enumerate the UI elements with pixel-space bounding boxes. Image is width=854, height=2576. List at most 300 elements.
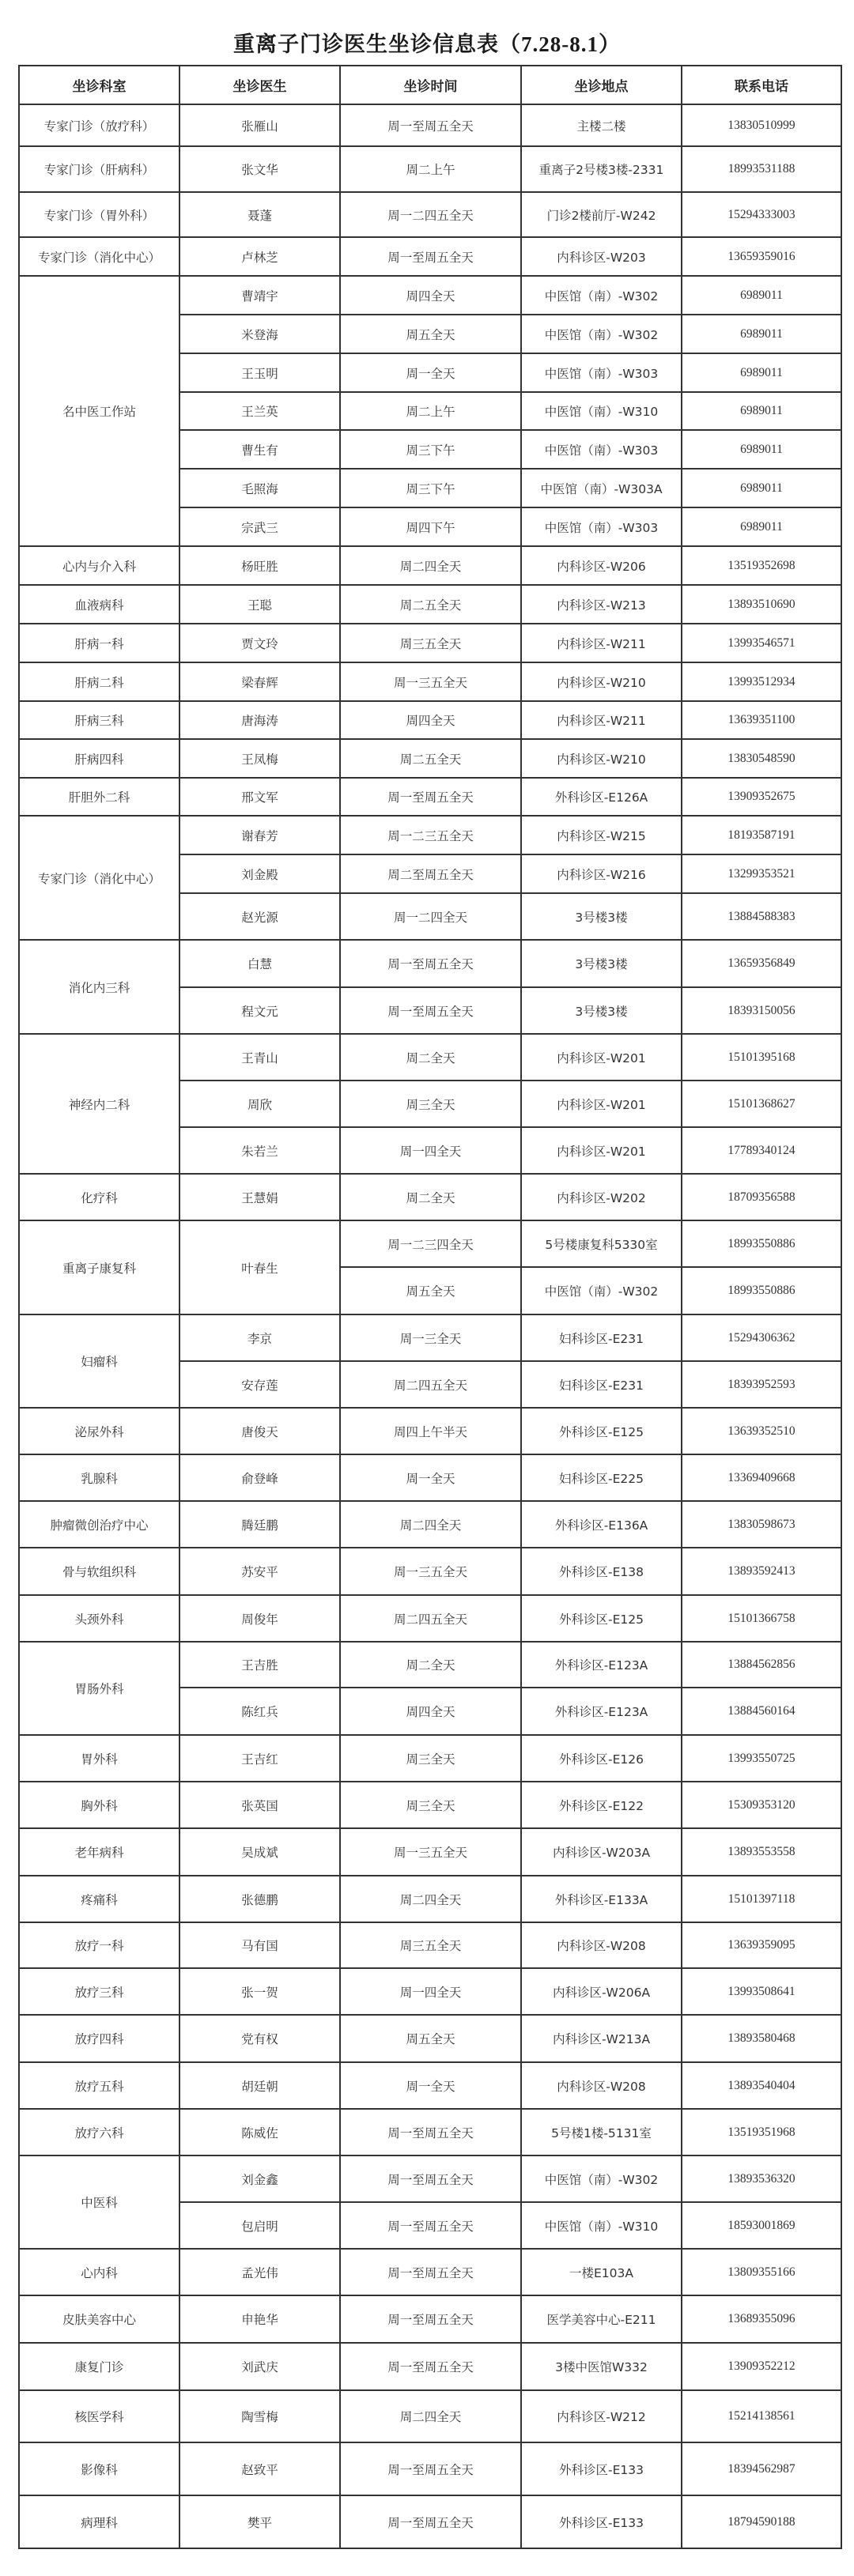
phone-cell: 18993550886 [682,1267,841,1314]
location-cell: 中医馆（南）-W302 [521,276,682,315]
location-cell: 外科诊区-E126 [521,1735,682,1782]
phone-cell: 15294333003 [682,192,841,237]
doctor-cell: 米登海 [179,315,340,353]
phone-cell: 15101366758 [682,1595,841,1642]
doctor-cell: 李京 [179,1314,340,1361]
phone-cell: 13830548590 [682,739,841,778]
time-cell: 周四下午 [340,507,521,546]
doctor-cell: 安存莲 [179,1361,340,1408]
doctor-cell: 邢文军 [179,778,340,816]
table-row [19,2495,841,2548]
department-cell: 重离子康复科 [19,1220,179,1314]
phone-cell: 13993508641 [682,1968,841,2015]
department-cell: 皮肤美容中心 [19,2295,179,2343]
time-cell: 周三全天 [340,1081,521,1127]
doctor-cell: 王吉红 [179,1735,340,1782]
time-cell: 周二四全天 [340,2390,521,2442]
department-cell: 肝病二科 [19,662,179,701]
department-cell: 胃肠外科 [19,1642,179,1735]
location-cell: 外科诊区-E133 [521,2495,682,2548]
doctor-cell: 腾廷鹏 [179,1501,340,1548]
time-cell: 周一二三五全天 [340,816,521,854]
location-cell: 3楼中医馆W332 [521,2343,682,2390]
doctor-cell: 苏安平 [179,1548,340,1595]
time-cell: 周二四全天 [340,1501,521,1548]
department-cell: 化疗科 [19,1174,179,1220]
location-cell: 中医馆（南）-W302 [521,315,682,353]
time-cell: 周一全天 [340,2062,521,2109]
department-cell: 心内与介入科 [19,546,179,585]
table-row [19,739,841,778]
doctor-cell: 毛照海 [179,469,340,507]
phone-cell: 15214138561 [682,2390,841,2442]
time-cell: 周二上午 [340,392,521,430]
phone-cell: 13830510999 [682,104,841,146]
phone-cell: 13893540404 [682,2062,841,2109]
location-cell: 医学美容中心-E211 [521,2295,682,2343]
table-row [19,1454,841,1501]
time-cell: 周一三全天 [340,1314,521,1361]
table-row [19,2015,841,2062]
department-cell: 专家门诊（消化中心） [19,816,179,940]
table-row [19,816,841,854]
phone-cell: 15294306362 [682,1314,841,1361]
location-cell: 5号楼康复科5330室 [521,1220,682,1267]
table-row [19,2062,841,2109]
phone-cell: 6989011 [682,430,841,469]
time-cell: 周一全天 [340,353,521,392]
time-cell: 周一至周五全天 [340,987,521,1034]
phone-cell: 13893510690 [682,585,841,624]
department-cell: 专家门诊（胃外科） [19,192,179,237]
table-row [19,2442,841,2495]
location-cell: 外科诊区-E136A [521,1501,682,1548]
location-cell: 5号楼1楼-5131室 [521,2109,682,2155]
doctor-cell: 唐俊天 [179,1408,340,1454]
phone-cell: 13893592413 [682,1548,841,1595]
phone-cell: 13993512934 [682,662,841,701]
time-cell: 周一至周五全天 [340,778,521,816]
location-cell: 内科诊区-W216 [521,854,682,893]
phone-cell: 13299353521 [682,854,841,893]
phone-cell: 13830598673 [682,1501,841,1548]
department-cell: 专家门诊（消化中心） [19,237,179,276]
department-cell: 疼痛科 [19,1876,179,1922]
location-cell: 中医馆（南）-W303A [521,469,682,507]
location-cell: 中医馆（南）-W303 [521,430,682,469]
location-cell: 重离子2号楼3楼-2331 [521,146,682,192]
phone-cell: 13659359016 [682,237,841,276]
table-row [19,546,841,585]
department-cell: 神经内二科 [19,1034,179,1174]
phone-cell: 18993531188 [682,146,841,192]
time-cell: 周二四全天 [340,546,521,585]
table-row [19,1501,841,1548]
phone-cell: 13639352510 [682,1408,841,1454]
time-cell: 周一至周五全天 [340,2155,521,2202]
phone-cell: 13639351100 [682,701,841,739]
phone-cell: 13893580468 [682,2015,841,2062]
doctor-cell: 樊平 [179,2495,340,2548]
table-row [19,1408,841,1454]
location-cell: 外科诊区-E133 [521,2442,682,2495]
department-cell: 胃外科 [19,1735,179,1782]
department-cell: 病理科 [19,2495,179,2548]
department-cell: 中医科 [19,2155,179,2249]
time-cell: 周二全天 [340,1642,521,1688]
table-row [19,237,841,276]
time-cell: 周三全天 [340,1782,521,1828]
doctor-cell: 党有权 [179,2015,340,2062]
location-cell: 内科诊区-W206A [521,1968,682,2015]
phone-cell: 13909352675 [682,778,841,816]
time-cell: 周一至周五全天 [340,2343,521,2390]
location-cell: 内科诊区-W201 [521,1127,682,1174]
header-doctor: 坐诊医生 [179,66,340,104]
time-cell: 周三全天 [340,1735,521,1782]
time-cell: 周三五全天 [340,624,521,662]
table-row [19,940,841,987]
time-cell: 周一至周五全天 [340,104,521,146]
time-cell: 周一至周五全天 [340,2109,521,2155]
location-cell: 外科诊区-E133A [521,1876,682,1922]
table-row [19,1220,841,1267]
time-cell: 周一二三四全天 [340,1220,521,1267]
doctor-cell: 张雁山 [179,104,340,146]
department-cell: 消化内三科 [19,940,179,1034]
table-row [19,2343,841,2390]
location-cell: 内科诊区-W206 [521,546,682,585]
doctor-cell: 王青山 [179,1034,340,1081]
phone-cell: 6989011 [682,315,841,353]
phone-cell: 13993550725 [682,1735,841,1782]
department-cell: 头颈外科 [19,1595,179,1642]
location-cell: 内科诊区-W211 [521,624,682,662]
location-cell: 外科诊区-E123A [521,1688,682,1735]
location-cell: 内科诊区-W213A [521,2015,682,2062]
department-cell: 乳腺科 [19,1454,179,1501]
time-cell: 周三下午 [340,469,521,507]
location-cell: 中医馆（南）-W310 [521,2202,682,2249]
table-row [19,1595,841,1642]
location-cell: 内科诊区-W201 [521,1034,682,1081]
time-cell: 周一至周五全天 [340,940,521,987]
time-cell: 周一至周五全天 [340,2295,521,2343]
time-cell: 周一至周五全天 [340,2202,521,2249]
phone-cell: 13519351968 [682,2109,841,2155]
doctor-cell: 赵光源 [179,893,340,940]
department-cell: 影像科 [19,2442,179,2495]
doctor-cell: 刘金鑫 [179,2155,340,2202]
location-cell: 一楼E103A [521,2249,682,2295]
doctor-cell: 曹生有 [179,430,340,469]
location-cell: 外科诊区-E122 [521,1782,682,1828]
phone-cell: 13519352698 [682,546,841,585]
time-cell: 周一至周五全天 [340,2495,521,2548]
table-row [19,2109,841,2155]
time-cell: 周一三五全天 [340,1548,521,1595]
location-cell: 外科诊区-E125 [521,1408,682,1454]
table-row [19,1642,841,1688]
phone-cell: 13809355166 [682,2249,841,2295]
phone-cell: 15101397118 [682,1876,841,1922]
table-row [19,1782,841,1828]
department-cell: 泌尿外科 [19,1408,179,1454]
doctor-cell: 白慧 [179,940,340,987]
department-cell: 心内科 [19,2249,179,2295]
time-cell: 周一至周五全天 [340,2442,521,2495]
location-cell: 3号楼3楼 [521,893,682,940]
time-cell: 周一三五全天 [340,1828,521,1876]
doctor-cell: 王兰英 [179,392,340,430]
location-cell: 中医馆（南）-W302 [521,1267,682,1314]
time-cell: 周二全天 [340,1174,521,1220]
department-cell: 放疗一科 [19,1922,179,1968]
table-row [19,192,841,237]
table-row [19,1034,841,1081]
location-cell: 中医馆（南）-W302 [521,2155,682,2202]
phone-cell: 15101368627 [682,1081,841,1127]
time-cell: 周二四全天 [340,1876,521,1922]
location-cell: 内科诊区-W213 [521,585,682,624]
department-cell: 放疗六科 [19,2109,179,2155]
location-cell: 内科诊区-W201 [521,1081,682,1127]
doctor-cell: 周俊年 [179,1595,340,1642]
doctor-cell: 张英国 [179,1782,340,1828]
doctor-cell: 张一贺 [179,1968,340,2015]
doctor-cell: 赵致平 [179,2442,340,2495]
table-row [19,2249,841,2295]
doctor-cell: 刘金殿 [179,854,340,893]
phone-cell: 13909352212 [682,2343,841,2390]
header-location: 坐诊地点 [521,66,682,104]
phone-cell: 13639359095 [682,1922,841,1968]
time-cell: 周二五全天 [340,585,521,624]
department-cell: 肝胆外二科 [19,778,179,816]
doctor-cell: 王聪 [179,585,340,624]
doctor-cell: 王吉胜 [179,1642,340,1688]
time-cell: 周四全天 [340,276,521,315]
phone-cell: 13369409668 [682,1454,841,1501]
location-cell: 中医馆（南）-W310 [521,392,682,430]
department-cell: 肝病三科 [19,701,179,739]
phone-cell: 18394562987 [682,2442,841,2495]
table-row [19,662,841,701]
phone-cell: 15309353120 [682,1782,841,1828]
department-cell: 老年病科 [19,1828,179,1876]
schedule-table [18,65,842,2549]
location-cell: 妇科诊区-E231 [521,1361,682,1408]
department-cell: 专家门诊（放疗科） [19,104,179,146]
department-cell: 放疗三科 [19,1968,179,2015]
table-row [19,1968,841,2015]
time-cell: 周四全天 [340,1688,521,1735]
phone-cell: 13884560164 [682,1688,841,1735]
location-cell: 主楼二楼 [521,104,682,146]
phone-cell: 13884588383 [682,893,841,940]
department-cell: 血液病科 [19,585,179,624]
table-row [19,104,841,146]
table-row [19,146,841,192]
time-cell: 周一全天 [340,1454,521,1501]
phone-cell: 15101395168 [682,1034,841,1081]
doctor-cell: 王玉明 [179,353,340,392]
location-cell: 内科诊区-W208 [521,1922,682,1968]
location-cell: 内科诊区-W210 [521,662,682,701]
doctor-cell: 卢林芝 [179,237,340,276]
table-row [19,1828,841,1876]
phone-cell: 18193587191 [682,816,841,854]
doctor-cell: 谢春芳 [179,816,340,854]
phone-cell: 18393150056 [682,987,841,1034]
department-cell: 专家门诊（肝病科） [19,146,179,192]
doctor-cell: 王慧娟 [179,1174,340,1220]
location-cell: 内科诊区-W202 [521,1174,682,1220]
phone-cell: 18709356588 [682,1174,841,1220]
phone-cell: 6989011 [682,469,841,507]
doctor-cell: 曹靖宇 [179,276,340,315]
time-cell: 周二四五全天 [340,1595,521,1642]
doctor-cell: 聂蓬 [179,192,340,237]
table-row [19,2155,841,2202]
time-cell: 周一二四全天 [340,893,521,940]
phone-cell: 6989011 [682,507,841,546]
location-cell: 中医馆（南）-W303 [521,507,682,546]
phone-cell: 6989011 [682,353,841,392]
location-cell: 内科诊区-W215 [521,816,682,854]
time-cell: 周二四五全天 [340,1361,521,1408]
department-cell: 肝病四科 [19,739,179,778]
doctor-cell: 张文华 [179,146,340,192]
department-cell: 骨与软组织科 [19,1548,179,1595]
doctor-cell: 贾文玲 [179,624,340,662]
phone-cell: 18393952593 [682,1361,841,1408]
doctor-cell: 陈红兵 [179,1688,340,1735]
department-cell: 放疗五科 [19,2062,179,2109]
location-cell: 外科诊区-E125 [521,1595,682,1642]
location-cell: 外科诊区-E138 [521,1548,682,1595]
doctor-cell: 陈威佐 [179,2109,340,2155]
doctor-cell: 朱若兰 [179,1127,340,1174]
doctor-cell: 马有国 [179,1922,340,1968]
time-cell: 周一二四五全天 [340,192,521,237]
table-header-row [19,66,841,104]
table-row [19,1735,841,1782]
location-cell: 内科诊区-W211 [521,701,682,739]
time-cell: 周五全天 [340,1267,521,1314]
time-cell: 周五全天 [340,315,521,353]
doctor-cell: 吴成斌 [179,1828,340,1876]
time-cell: 周四上午半天 [340,1408,521,1454]
table-row [19,1548,841,1595]
title-text: 重离子门诊医生坐诊信息表 [233,32,499,57]
doctor-cell: 叶春生 [179,1220,340,1314]
time-cell: 周五全天 [340,2015,521,2062]
department-cell: 康复门诊 [19,2343,179,2390]
department-cell: 胸外科 [19,1782,179,1828]
phone-cell: 13884562856 [682,1642,841,1688]
time-cell: 周一三五全天 [340,662,521,701]
location-cell: 内科诊区-W203 [521,237,682,276]
table-row [19,701,841,739]
doctor-cell: 程文元 [179,987,340,1034]
phone-cell: 6989011 [682,392,841,430]
time-cell: 周一至周五全天 [340,2249,521,2295]
time-cell: 周一四全天 [340,1968,521,2015]
department-cell: 核医学科 [19,2390,179,2442]
table-row [19,1174,841,1220]
doctor-cell: 孟光伟 [179,2249,340,2295]
doctor-cell: 俞登峰 [179,1454,340,1501]
phone-cell: 18794590188 [682,2495,841,2548]
time-cell: 周二五全天 [340,739,521,778]
table-row [19,778,841,816]
time-cell: 周四全天 [340,701,521,739]
doctor-cell: 包启明 [179,2202,340,2249]
header-department: 坐诊科室 [19,66,179,104]
department-cell: 肝病一科 [19,624,179,662]
location-cell: 内科诊区-W210 [521,739,682,778]
location-cell: 内科诊区-W208 [521,2062,682,2109]
phone-cell: 6989011 [682,276,841,315]
department-cell: 放疗四科 [19,2015,179,2062]
phone-cell: 18993550886 [682,1220,841,1267]
phone-cell: 13659356849 [682,940,841,987]
department-cell: 妇瘤科 [19,1314,179,1408]
location-cell: 内科诊区-W203A [521,1828,682,1876]
location-cell: 3号楼3楼 [521,987,682,1034]
doctor-cell: 周欣 [179,1081,340,1127]
location-cell: 中医馆（南）-W303 [521,353,682,392]
doctor-cell: 宗武三 [179,507,340,546]
time-cell: 周一四全天 [340,1127,521,1174]
table-row [19,1876,841,1922]
doctor-cell: 张德鹏 [179,1876,340,1922]
time-cell: 周二全天 [340,1034,521,1081]
table-row [19,2390,841,2442]
time-cell: 周三五全天 [340,1922,521,1968]
doctor-cell: 刘武庆 [179,2343,340,2390]
phone-cell: 18593001869 [682,2202,841,2249]
table-row [19,1314,841,1361]
location-cell: 内科诊区-W212 [521,2390,682,2442]
time-cell: 周一至周五全天 [340,237,521,276]
doctor-cell: 陶雪梅 [179,2390,340,2442]
table-row [19,276,841,315]
table-row [19,2295,841,2343]
page-title [0,27,854,58]
doctor-cell: 梁春辉 [179,662,340,701]
title-date-range: （7.28-8.1） [499,32,621,56]
doctor-cell: 胡廷朝 [179,2062,340,2109]
department-cell: 名中医工作站 [19,276,179,546]
location-cell: 门诊2楼前厅-W242 [521,192,682,237]
phone-cell: 13893536320 [682,2155,841,2202]
table-row [19,624,841,662]
doctor-cell: 王凤梅 [179,739,340,778]
header-time: 坐诊时间 [340,66,521,104]
department-cell: 肿瘤微创治疗中心 [19,1501,179,1548]
location-cell: 妇科诊区-E231 [521,1314,682,1361]
table-row [19,585,841,624]
location-cell: 3号楼3楼 [521,940,682,987]
time-cell: 周二上午 [340,146,521,192]
location-cell: 外科诊区-E126A [521,778,682,816]
time-cell: 周三下午 [340,430,521,469]
header-phone: 联系电话 [682,66,841,104]
location-cell: 外科诊区-E123A [521,1642,682,1688]
location-cell: 妇科诊区-E225 [521,1454,682,1501]
